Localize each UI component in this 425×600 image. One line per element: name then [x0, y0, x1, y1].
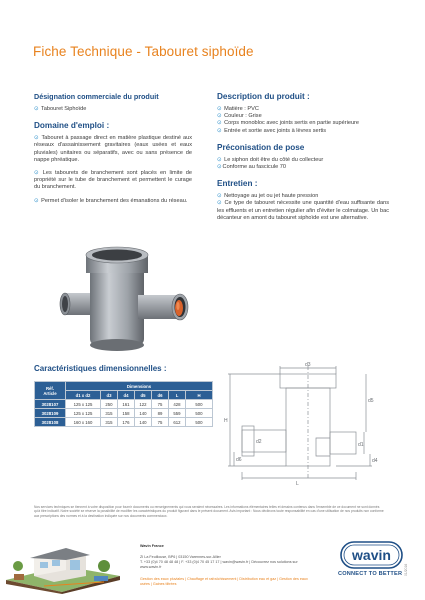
- left-column: [34, 92, 192, 211]
- company-name: Wavin France: [140, 544, 164, 548]
- bullet-icon: ⊙: [217, 193, 222, 200]
- domaine-text-2: Les tabourets de branchement sont placés en limite de propriété sur le tube de branchement et permettent le curage du branchement.: [34, 170, 192, 191]
- logo-text: wavin: [352, 547, 391, 563]
- column-header: H: [186, 391, 213, 400]
- column-header: d4: [118, 391, 135, 400]
- house-illustration: [4, 536, 122, 594]
- dimensions-table: [34, 381, 213, 427]
- domaine-paragraph: [34, 135, 192, 164]
- description-heading: Description du produit :: [217, 92, 310, 101]
- entretien-item: [217, 193, 389, 200]
- table-cell: 315: [101, 409, 118, 418]
- company-address: ZI La Feuillouse, BP6 | 03150 Varennes-sur-Allier: [140, 555, 221, 559]
- label-d3: d3: [305, 362, 311, 368]
- ref-header-line-2: Article: [43, 390, 57, 396]
- label-d2: d2: [256, 439, 262, 445]
- designation-heading: Désignation commerciale du produit: [34, 92, 159, 101]
- column-header: d1 x d2: [66, 391, 101, 400]
- bullet-icon: ⊙: [217, 200, 222, 207]
- entretien-text: Ce type de tabouret nécessite une quantité d'eau suffisante dans les effluents et un entretien régulier afin d'éviter le colmatage. Un bac décanteur en amont du tabouret siphoïde est une alternative.: [217, 200, 389, 221]
- right-column: [217, 92, 389, 228]
- entretien-item: [217, 200, 389, 222]
- bullet-icon: ⊙: [217, 120, 222, 127]
- technical-drawing: [220, 360, 395, 490]
- label-l: L: [296, 481, 299, 487]
- dimensions-group-header: Dimensions: [66, 382, 213, 391]
- table-cell: 125 x 125: [66, 400, 101, 409]
- preconisation-text: Le siphon doit être du côté du collecteur: [224, 156, 324, 163]
- bullet-icon: ⊙: [217, 164, 222, 171]
- table-cell: 140: [135, 409, 152, 418]
- bullet-icon: ⊙: [217, 106, 222, 112]
- description-text: Couleur : Grise: [224, 113, 262, 120]
- description-item: [217, 113, 389, 120]
- table-cell: 500: [186, 418, 213, 427]
- ref-cell: 3028107: [35, 400, 66, 409]
- company-info: [140, 544, 310, 587]
- table-row: [35, 418, 213, 427]
- column-header: d5: [135, 391, 152, 400]
- document-code: 01/2016: [404, 563, 408, 576]
- table-cell: 122: [135, 400, 152, 409]
- preconisation-text: Conforme au fascicule 70: [222, 164, 286, 171]
- ref-header: [35, 382, 66, 400]
- description-item: [217, 128, 389, 135]
- table-cell: 125 x 125: [66, 409, 101, 418]
- label-h: H: [224, 418, 228, 424]
- bullet-icon: ⊙: [34, 197, 39, 204]
- column-header: d3: [101, 391, 118, 400]
- table-cell: 158: [118, 409, 135, 418]
- bullet-icon: ⊙: [217, 156, 222, 163]
- description-text: Entrée et sortie avec joints à lèvres sertis: [224, 127, 327, 134]
- table-row: [35, 400, 213, 409]
- table-cell: 428: [169, 400, 186, 409]
- domaine-text-3: Permet d'isoler le branchement des émanations du réseau.: [41, 197, 188, 204]
- domaine-heading: Domaine d'emploi :: [34, 121, 110, 131]
- table-cell: 315: [101, 418, 118, 427]
- column-header: L: [169, 391, 186, 400]
- ref-header-line-1: Réf.: [45, 385, 55, 391]
- column-header: d6: [152, 391, 169, 400]
- table-cell: 559: [169, 409, 186, 418]
- table-cell: 176: [118, 418, 135, 427]
- description-item: [217, 120, 389, 127]
- label-d6: d6: [236, 457, 242, 463]
- domaine-paragraph: [34, 198, 192, 205]
- domaine-paragraph: [34, 170, 192, 192]
- bullet-icon: ⊙: [34, 106, 39, 112]
- table-cell: 500: [186, 409, 213, 418]
- label-d5: d5: [368, 398, 374, 404]
- page-title: Fiche Technique - Tabouret siphoïde: [33, 44, 254, 59]
- dimensions-heading: Caractéristiques dimensionnelles :: [34, 364, 167, 373]
- entretien-text: Nettoyage au jet ou jet haute pression: [224, 193, 319, 200]
- table-row: [35, 409, 213, 418]
- description-item: [217, 106, 389, 113]
- ref-cell: 3028109: [35, 409, 66, 418]
- preconisation-heading: Préconisation de pose: [217, 142, 305, 152]
- designation-text: Tabouret Siphoïde: [40, 106, 87, 112]
- table-cell: 89: [152, 409, 169, 418]
- table-cell: 500: [186, 400, 213, 409]
- preconisation-item: [217, 157, 389, 164]
- company-links[interactable]: Gestion des eaux pluviales | Chauffage et rafraîchissement | Distribution eau et gaz | Gestion des eaux usées | Gaines tiltrées: [140, 577, 308, 586]
- domaine-text-1: Tabouret à passage direct en matière plastique destiné aux réseaux d'assainissement gravitaires (eaux usées et eaux pluviales) unitaires ou séparatifs, avec ou sans présence de nappe phréatique.: [34, 135, 193, 163]
- bullet-icon: ⊙: [217, 113, 222, 120]
- company-contact[interactable]: T. +33 (0)4 70 48 48 48 | F. +33 (0)4 70 45 17 17 | wavin@wavin.fr | Découvrez nos solutions sur www.wavin.fr: [140, 560, 298, 569]
- bullet-icon: ⊙: [217, 127, 222, 134]
- table-cell: 75: [152, 418, 169, 427]
- table-cell: 250: [101, 400, 118, 409]
- product-photo: [58, 245, 198, 355]
- slogan: CONNECT TO BETTER: [338, 571, 403, 577]
- bullet-icon: ⊙: [34, 135, 39, 142]
- description-text: Matière : PVC: [224, 106, 259, 112]
- designation-item: [34, 106, 192, 113]
- entretien-heading: Entretien :: [217, 179, 258, 189]
- bullet-icon: ⊙: [34, 170, 39, 177]
- ref-cell: 3028108: [35, 418, 66, 427]
- preconisation-item: [217, 164, 389, 171]
- description-text: Corps monobloc avec joints sertis en partie supérieure: [224, 120, 360, 127]
- disclaimer-text: Nos services techniques se tiennent à votre disposition pour fournir documents ou renseignements qui vous seraient nécessaires. Les informations élémentaires telles et dessins contenus dans l'ensemble de ce document ne sont donnés qu'à titre indicatif. Notre société se réserve la possibilité de modifier les caractéristiques du produit figurant dans le présent document. Avis important : Nous déclinons toute responsabilité en cas d'une utilisation de nos produits non conforme aux prescriptions des normes et à la destination indiquée sur nos documents commerciaux.: [34, 505, 384, 518]
- label-d1: d1: [358, 442, 364, 448]
- table-cell: 160 x 160: [66, 418, 101, 427]
- table-cell: 612: [169, 418, 186, 427]
- label-d4: d4: [372, 458, 378, 464]
- wavin-logo: [340, 541, 403, 569]
- table-cell: 75: [152, 400, 169, 409]
- table-cell: 161: [118, 400, 135, 409]
- table-cell: 140: [135, 418, 152, 427]
- table-header-row: [35, 382, 213, 391]
